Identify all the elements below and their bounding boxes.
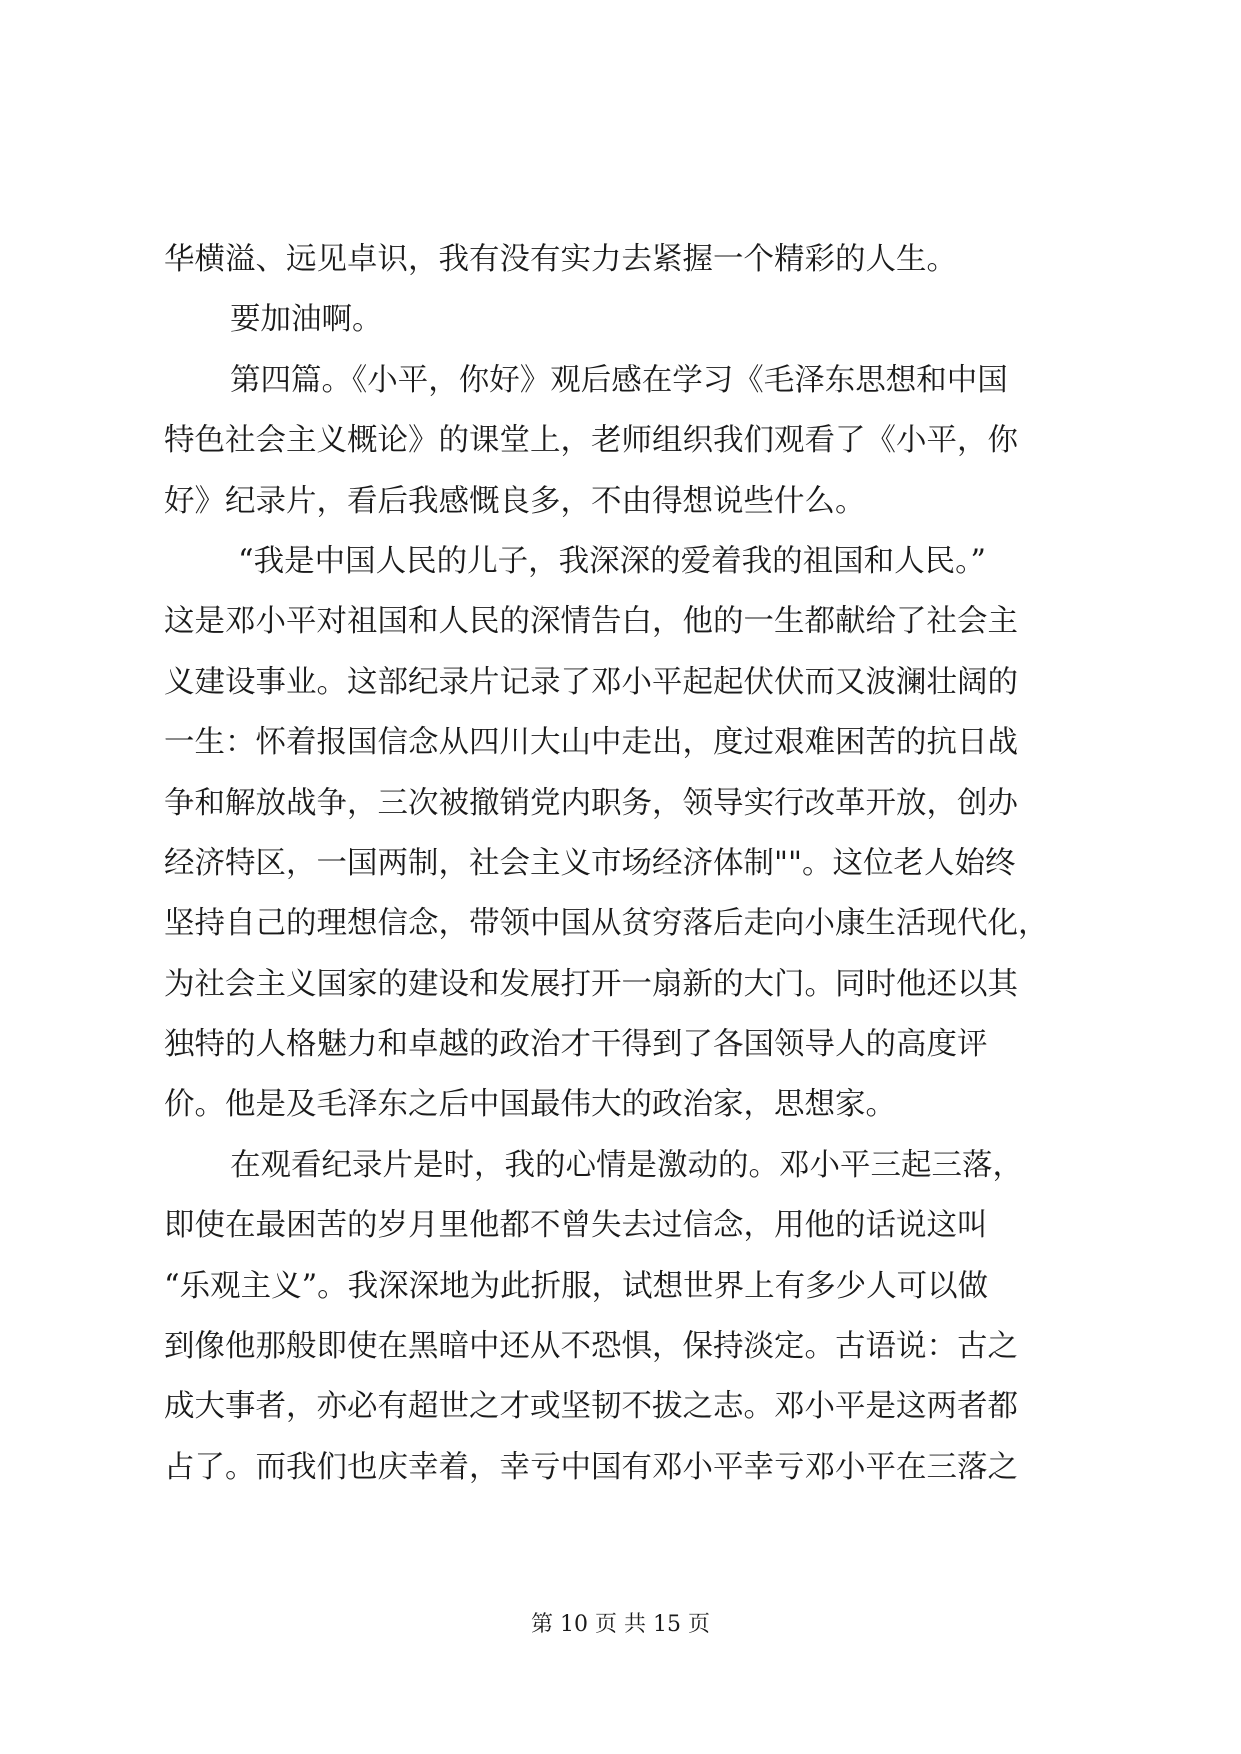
text-line-15: 价。他是及毛泽东之后中国最伟大的政治家，思想家。 (164, 1087, 896, 1123)
text-line-8: 义建设事业。这部纪录片记录了邓小平起起伏伏而又波澜壮阔的 (164, 664, 1018, 700)
text-line-1: 华横溢、远见卓识，我有没有实力去紧握一个精彩的人生。 (164, 242, 957, 277)
text-line-13: 为社会主义国家的建设和发展打开一扇新的大门。同时他还以其 (164, 966, 1018, 1002)
text-line-21: 占了。而我们也庆幸着，幸亏中国有邓小平幸亏邓小平在三落之 (164, 1449, 1018, 1485)
text-line-17: 即使在最困苦的岁月里他都不曾失去过信念，用他的话说这叫 (164, 1208, 988, 1244)
text-line-20: 成大事者，亦必有超世之才或坚韧不拔之志。邓小平是这两者都 (164, 1389, 1018, 1425)
text-line-16: 在观看纪录片是时，我的心情是激动的。邓小平三起三落， (230, 1147, 1023, 1183)
text-line-3: 第四篇。《小平，你好》观后感在学习《毛泽东思想和中国 (230, 362, 1008, 398)
text-line-5: 好》纪录片，看后我感慨良多，不由得想说些什么。 (164, 483, 866, 519)
text-line-4: 特色社会主义概论》的课堂上，老师组织我们观看了《小平，你 (164, 423, 1018, 459)
page-number-footer: 第 10 页 共 15 页 (531, 1612, 710, 1637)
text-line-11: 经济特区，一国两制，社会主义市场经济体制""。这位老人始终 (164, 845, 1016, 881)
text-line-18: “乐观主义”。我深深地为此折服，试想世界上有多少人可以做 (164, 1268, 989, 1304)
document-body (164, 230, 1094, 1498)
text-line-2: 要加油啊。 (230, 302, 383, 338)
text-line-6: “我是中国人民的儿子，我深深的爱着我的祖国和人民。” (238, 543, 986, 579)
text-line-12: 坚持自己的理想信念，带领中国从贫穷落后走向小康生活现代化， (164, 906, 1049, 942)
text-line-14: 独特的人格魅力和卓越的政治才干得到了各国领导人的高度评 (164, 1027, 988, 1063)
text-line-10: 争和解放战争，三次被撤销党内职务，领导实行改革开放，创办 (164, 785, 1018, 821)
text-line-19: 到像他那般即使在黑暗中还从不恐惧，保持淡定。古语说：古之 (164, 1329, 1018, 1365)
text-line-7: 这是邓小平对祖国和人民的深情告白，他的一生都献给了社会主 (164, 604, 1018, 640)
text-line-9: 一生：怀着报国信念从四川大山中走出，度过艰难困苦的抗日战 (164, 725, 1018, 761)
